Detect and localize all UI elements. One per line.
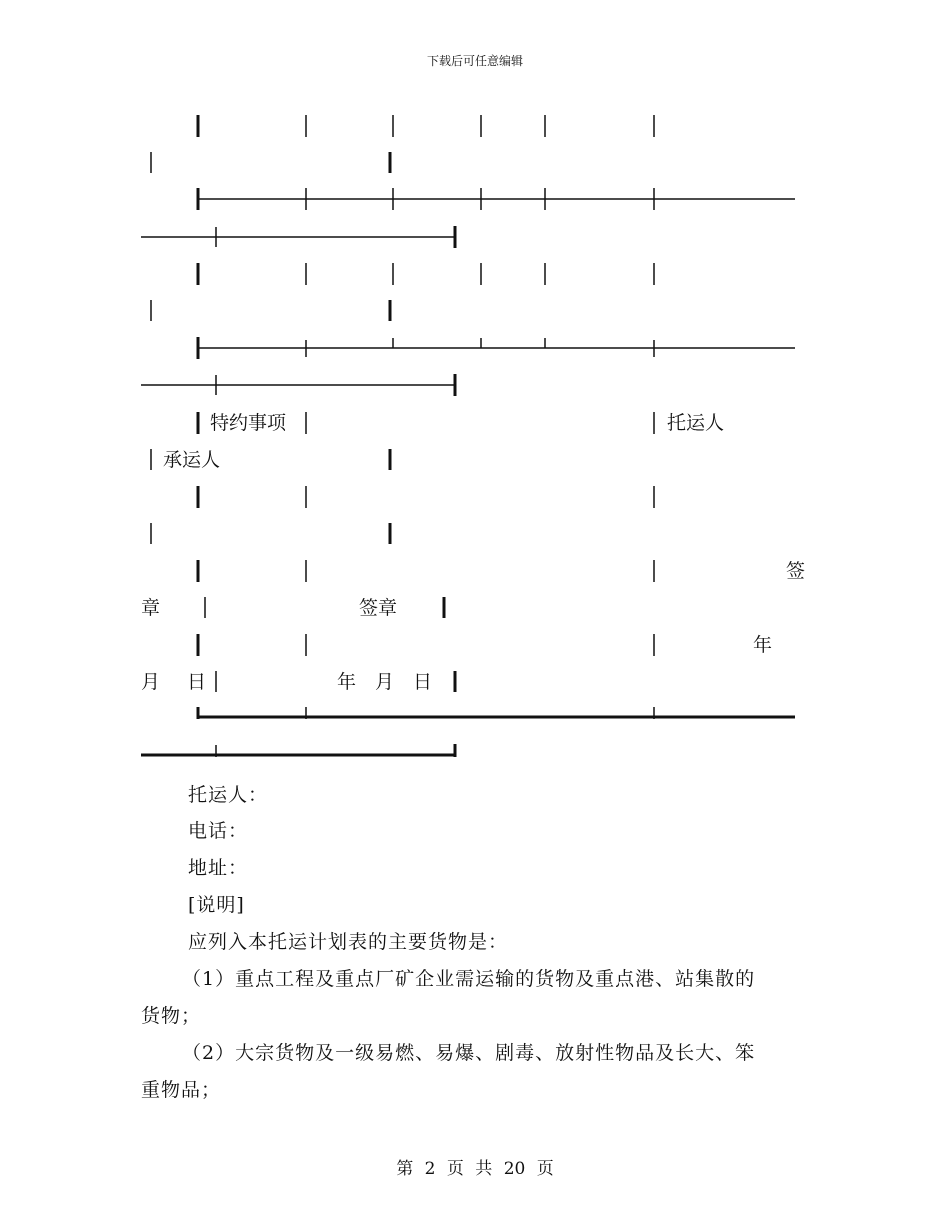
notes-item-2-line-2: 重物品；: [141, 1079, 222, 1101]
carrier-date-label: 年 月 日: [337, 671, 433, 693]
notes-heading: [说明]: [188, 894, 245, 916]
notes-item-1-line-2: 货物；: [141, 1005, 202, 1027]
special-terms-label: 特约事项: [210, 412, 287, 434]
notes-intro: 应列入本托运计划表的主要货物是：: [188, 931, 509, 953]
address-label: 地址：: [188, 857, 249, 879]
shipper-date-year: 年: [753, 634, 773, 656]
page-number-footer: 第 2 页 共 20 页: [396, 1159, 554, 1179]
carrier-seal-label: 签章: [359, 597, 398, 619]
phone-label: 电话：: [188, 820, 249, 842]
shipper-date-month: 月: [141, 671, 161, 693]
shipper-date-day: 日: [187, 671, 207, 693]
carrier-column-label: 承运人: [163, 449, 221, 471]
notes-item-2-line-1: （2）大宗货物及一级易燃、易爆、剧毒、放射性物品及长大、笨: [182, 1042, 756, 1064]
shipper-seal-char-2: 章: [141, 597, 161, 619]
notes-item-1-line-1: （1）重点工程及重点厂矿企业需运输的货物及重点港、站集散的: [182, 968, 756, 990]
shipper-column-label: 托运人: [667, 412, 725, 434]
shipper-seal-char-1: 签: [786, 560, 806, 582]
page-header-note: 下载后可任意编辑: [426, 54, 523, 68]
shipper-label: 托运人：: [188, 784, 269, 806]
